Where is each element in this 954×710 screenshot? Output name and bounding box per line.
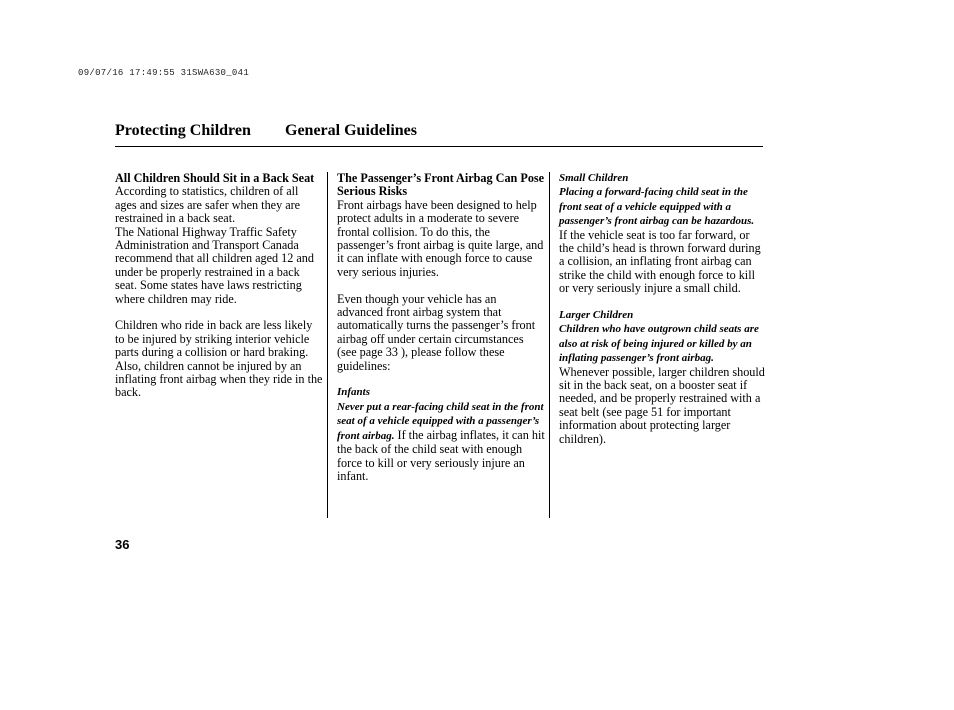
section-title: Protecting Children	[115, 122, 251, 139]
paragraph: The National Highway Traffic Safety Administration and Transport Canada recommend that all children aged 12 and under be properly restrained in a back seat. Some states have laws restricting where children may ride.	[115, 224, 314, 306]
paragraph	[559, 185, 765, 295]
header-rule	[115, 146, 763, 147]
paragraph	[559, 322, 765, 446]
subheading-airbag-risks: The Passenger’s Front Airbag Can Pose Serious Risks	[337, 171, 545, 199]
body-text: If the vehicle seat is too far forward, or the child’s head is thrown forward during a collision, an inflating front airbag can strike the child with enough force to kill or very seriously injure a small child.	[559, 227, 761, 296]
label-infants: Infants	[337, 386, 371, 399]
paragraph	[337, 400, 545, 483]
paragraph: Even though your vehicle has an advanced front airbag system that automatically turns the passenger’s front airbag off under certain circumstances (see page 33 ), please follow these guidelines:	[337, 291, 536, 373]
column-divider	[327, 172, 328, 518]
body-text: Whenever possible, larger children should sit in the back seat, on a booster seat if needed, and be properly restrained with a seat belt (see page 51 for important information about protecting larger children).	[559, 364, 765, 446]
body-text: If the airbag inflates, it can hit the back of the child seat with enough force to kill or very seriously injure an infant.	[337, 427, 545, 483]
paragraph: Children who ride in back are less likely to be injured by striking interior vehicle parts during a collision or hard braking. Also, children cannot be injured by an inflating front airbag when they ride in the back.	[115, 318, 323, 400]
column-2	[337, 172, 545, 483]
column-3	[559, 172, 765, 446]
print-timestamp: 09/07/16 17:49:55 31SWA630_041	[78, 68, 250, 78]
warning-text: Never put a rear-facing child seat in the front seat of a vehicle equipped with a passenger’s front airbag.	[337, 400, 544, 442]
label-larger-children: Larger Children	[559, 309, 634, 322]
page-header	[115, 122, 417, 140]
paragraph: Front airbags have been designed to help protect adults in a moderate to severe frontal collision. To do this, the passenger’s front airbag is quite large, and it can inflate with enough force to cause very serious injuries.	[337, 197, 544, 279]
warning-text: Placing a forward-facing child seat in the front seat of a vehicle equipped with a passenger’s front airbag can be hazardous.	[559, 186, 755, 228]
paragraph: According to statistics, children of all ages and sizes are safer when they are restrained in a back seat.	[115, 184, 301, 226]
subheading-back-seat: All Children Should Sit in a Back Seat	[115, 171, 315, 185]
warning-text: Children who have outgrown child seats are also at risk of being injured or killed by an inflating passenger’s front airbag.	[559, 323, 759, 365]
column-divider	[549, 172, 550, 518]
label-small-children: Small Children	[559, 172, 629, 184]
column-1	[115, 172, 323, 400]
page-title: General Guidelines	[285, 122, 417, 139]
page-number: 36	[115, 537, 130, 552]
